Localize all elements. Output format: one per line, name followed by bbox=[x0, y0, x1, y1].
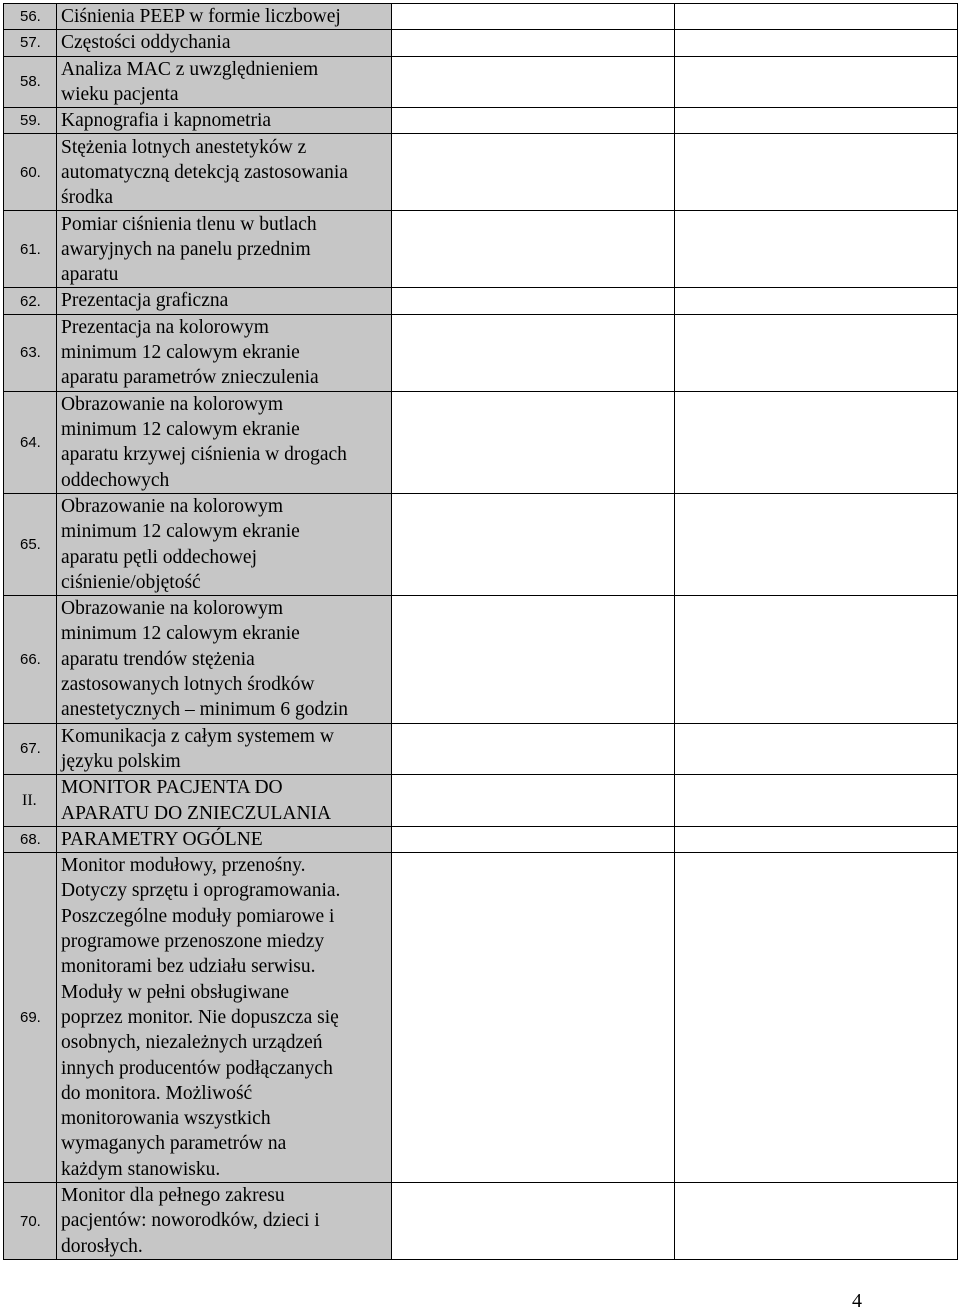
row-value-cell bbox=[392, 493, 675, 595]
row-description-cell bbox=[57, 723, 392, 775]
table-row bbox=[4, 775, 958, 827]
row-number: 66. bbox=[4, 596, 57, 723]
table-row bbox=[4, 288, 958, 314]
row-value-cell bbox=[392, 4, 675, 30]
row-description-cell bbox=[57, 826, 392, 852]
table-row bbox=[4, 1183, 958, 1260]
row-remarks-cell bbox=[675, 134, 958, 211]
row-description: Kapnografia i kapnometria bbox=[61, 110, 272, 132]
row-number: 60. bbox=[4, 134, 57, 211]
table-row bbox=[4, 493, 958, 595]
row-description-cell bbox=[57, 775, 392, 827]
row-remarks-cell bbox=[675, 30, 958, 56]
table-row bbox=[4, 56, 958, 108]
row-description-cell bbox=[57, 391, 392, 493]
row-description-cell bbox=[57, 314, 392, 391]
row-remarks-cell bbox=[675, 314, 958, 391]
row-value-cell bbox=[392, 134, 675, 211]
row-number: 65. bbox=[4, 493, 57, 595]
row-value-cell bbox=[392, 30, 675, 56]
row-description: MONITOR PACJENTA DO APARATU DO ZNIECZULANIA bbox=[61, 777, 332, 824]
row-remarks-cell bbox=[675, 853, 958, 1183]
row-value-cell bbox=[392, 826, 675, 852]
row-description: Częstości oddychania bbox=[61, 32, 231, 54]
row-description: Stężenia lotnych anestetyków z automatyczną detekcją zastosowania środka bbox=[61, 136, 348, 209]
row-value-cell bbox=[392, 853, 675, 1183]
row-value-cell bbox=[392, 723, 675, 775]
table-row bbox=[4, 211, 958, 288]
row-number: II. bbox=[4, 775, 57, 827]
row-remarks-cell bbox=[675, 775, 958, 827]
table-row bbox=[4, 853, 958, 1183]
table-row bbox=[4, 134, 958, 211]
row-value-cell bbox=[392, 288, 675, 314]
row-value-cell bbox=[392, 211, 675, 288]
row-description-cell bbox=[57, 288, 392, 314]
row-description-cell bbox=[57, 211, 392, 288]
row-number: 64. bbox=[4, 391, 57, 493]
row-description-cell bbox=[57, 596, 392, 723]
row-description: Ciśnienia PEEP w formie liczbowej bbox=[61, 6, 341, 27]
row-remarks-cell bbox=[675, 56, 958, 108]
row-description: Analiza MAC z uwzględnieniem wieku pacjenta bbox=[61, 58, 319, 105]
row-description: Komunikacja z całym systemem w języku polskim bbox=[61, 725, 334, 772]
row-description: Pomiar ciśnienia tlenu w butlach awaryjnych na panelu przednim aparatu bbox=[61, 213, 317, 286]
row-value-cell bbox=[392, 56, 675, 108]
row-value-cell bbox=[392, 1183, 675, 1260]
row-number: 69. bbox=[4, 853, 57, 1183]
row-description-cell bbox=[57, 1183, 392, 1260]
table-row bbox=[4, 4, 958, 30]
row-description: Obrazowanie na kolorowym minimum 12 calowym ekranie aparatu trendów stężenia zastosowanych lotnych środków anestetycznych – minimum 6 godzin bbox=[61, 598, 349, 721]
table-row bbox=[4, 108, 958, 134]
row-remarks-cell bbox=[675, 1183, 958, 1260]
row-value-cell bbox=[392, 596, 675, 723]
table-row bbox=[4, 826, 958, 852]
row-description-cell bbox=[57, 108, 392, 134]
row-remarks-cell bbox=[675, 211, 958, 288]
row-number: 62. bbox=[4, 288, 57, 314]
row-remarks-cell bbox=[675, 493, 958, 595]
row-description-cell bbox=[57, 493, 392, 595]
row-description: Prezentacja graficzna bbox=[61, 290, 229, 312]
table-row bbox=[4, 30, 958, 56]
specification-table bbox=[3, 3, 958, 1260]
row-description: Obrazowanie na kolorowym minimum 12 calowym ekranie aparatu pętli oddechowej ciśnienie/objętość bbox=[61, 495, 300, 593]
row-number: 70. bbox=[4, 1183, 57, 1260]
row-number: 59. bbox=[4, 108, 57, 134]
row-number: 67. bbox=[4, 723, 57, 775]
row-description-cell bbox=[57, 853, 392, 1183]
row-remarks-cell bbox=[675, 391, 958, 493]
row-number: 56. bbox=[4, 4, 57, 30]
row-remarks-cell bbox=[675, 723, 958, 775]
row-value-cell bbox=[392, 108, 675, 134]
table-row bbox=[4, 391, 958, 493]
row-value-cell bbox=[392, 314, 675, 391]
table-row bbox=[4, 314, 958, 391]
page-number: 4 bbox=[852, 1290, 862, 1312]
row-description-cell bbox=[57, 134, 392, 211]
row-description: Monitor modułowy, przenośny. Dotyczy sprzętu i oprogramowania. Poszczególne moduły pomiarowe i programowe przenoszone miedzy monitorami bez udziału serwisu. Moduły w pełni obsługiwane poprzez monitor. Nie dopuszcza się osobnych, niezależnych urządzeń innych producentów podłączanych do monitora. Możliwość monitorowania wszystkich wymaganych parametrów na każdym stanowisku. bbox=[61, 855, 341, 1180]
table-row bbox=[4, 596, 958, 723]
row-number: 58. bbox=[4, 56, 57, 108]
row-remarks-cell bbox=[675, 288, 958, 314]
table-row bbox=[4, 723, 958, 775]
row-value-cell bbox=[392, 775, 675, 827]
row-description-cell bbox=[57, 4, 392, 30]
row-description-cell bbox=[57, 56, 392, 108]
row-description: Monitor dla pełnego zakresu pacjentów: noworodków, dzieci i dorosłych. bbox=[61, 1185, 320, 1257]
specification-table-body bbox=[4, 4, 958, 1260]
row-remarks-cell bbox=[675, 826, 958, 852]
row-description: Obrazowanie na kolorowym minimum 12 calowym ekranie aparatu krzywej ciśnienia w drogach oddechowych bbox=[61, 393, 347, 491]
row-number: 61. bbox=[4, 211, 57, 288]
row-description-cell bbox=[57, 30, 392, 56]
row-description: PARAMETRY OGÓLNE bbox=[61, 828, 263, 850]
row-description: Prezentacja na kolorowym minimum 12 calowym ekranie aparatu parametrów znieczulenia bbox=[61, 316, 319, 389]
row-remarks-cell bbox=[675, 596, 958, 723]
row-remarks-cell bbox=[675, 4, 958, 30]
row-value-cell bbox=[392, 391, 675, 493]
row-number: 68. bbox=[4, 826, 57, 852]
row-number: 63. bbox=[4, 314, 57, 391]
row-number: 57. bbox=[4, 30, 57, 56]
row-remarks-cell bbox=[675, 108, 958, 134]
